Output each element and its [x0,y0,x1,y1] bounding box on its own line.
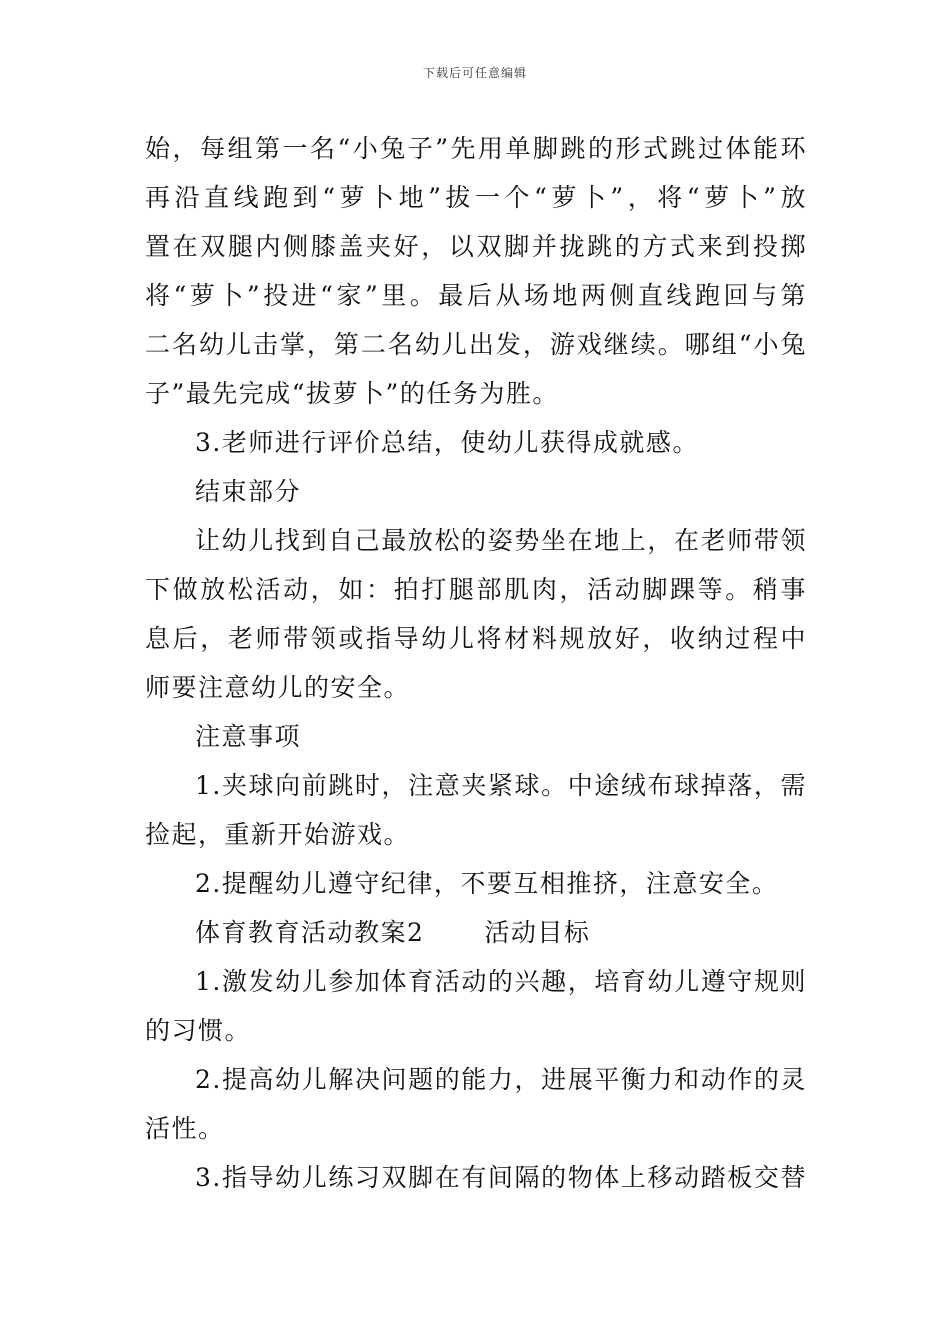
line-text: 始，每组第一名“小兔子”先用单脚跳的形式跳过体能环 [145,134,807,163]
text-line [145,1006,807,1055]
line-text: 活性。 [145,1114,225,1143]
line-text: 3.指导幼儿练习双脚在有间隔的物体上移动踏板交替 [195,1163,807,1192]
text-line [145,467,807,516]
document-body [145,124,807,1202]
line-text: 师要注意幼儿的安全。 [145,673,411,702]
line-text: 1.激发幼儿参加体育活动的兴趣，培育幼儿遵守规则 [195,967,807,996]
text-line [145,418,807,467]
text-line [145,516,807,565]
text-line [145,908,807,957]
text-line [145,124,807,173]
text-line [145,663,807,712]
line-text: 的习惯。 [145,1016,252,1045]
text-line [145,614,807,663]
text-line [145,859,807,908]
text-line [145,1055,807,1104]
line-text: 3.老师进行评价总结，使幼儿获得成就感。 [195,428,699,457]
text-line [145,369,807,418]
text-line [145,222,807,271]
line-tail-text: 活动目标 [484,918,591,947]
line-text: 子”最先完成“拔萝卜”的任务为胜。 [145,379,559,408]
line-text: 2.提高幼儿解决问题的能力，进展平衡力和动作的灵 [195,1065,807,1094]
line-text: 让幼儿找到自己最放松的姿势坐在地上，在老师带领 [195,526,807,555]
line-text: 2.提醒幼儿遵守纪律，不要互相推挤，注意安全。 [195,869,779,898]
line-text: 1.夹球向前跳时，注意夹紧球。中途绒布球掉落，需 [195,771,807,800]
page-header: 下载后可任意编辑 [422,66,527,80]
line-text: 体育教育活动教案2 [195,918,425,947]
text-line [145,565,807,614]
text-line [145,271,807,320]
text-line [145,1153,807,1202]
line-text: 再沿直线跑到“萝卜地”拔一个“萝卜”，将“萝卜”放 [145,183,807,212]
line-text: 置在双腿内侧膝盖夹好，以双脚并拢跳的方式来到投掷 [145,232,807,261]
text-line [145,761,807,810]
text-line [145,173,807,222]
line-text: 捡起，重新开始游戏。 [145,820,411,849]
text-line [145,320,807,369]
line-text: 息后，老师带领或指导幼儿将材料规放好，收纳过程中 [145,624,807,653]
text-line [145,1104,807,1153]
text-line [145,712,807,761]
line-text: 结束部分 [195,477,302,506]
line-text: 下做放松活动，如：拍打腿部肌肉，活动脚踝等。稍事 [145,575,807,604]
line-text: 注意事项 [195,722,302,751]
line-text: 将“萝卜”投进“家”里。最后从场地两侧直线跑回与第 [145,281,807,310]
text-line [145,810,807,859]
text-line [145,957,807,1006]
line-text: 二名幼儿击掌，第二名幼儿出发，游戏继续。哪组“小兔 [145,330,807,359]
